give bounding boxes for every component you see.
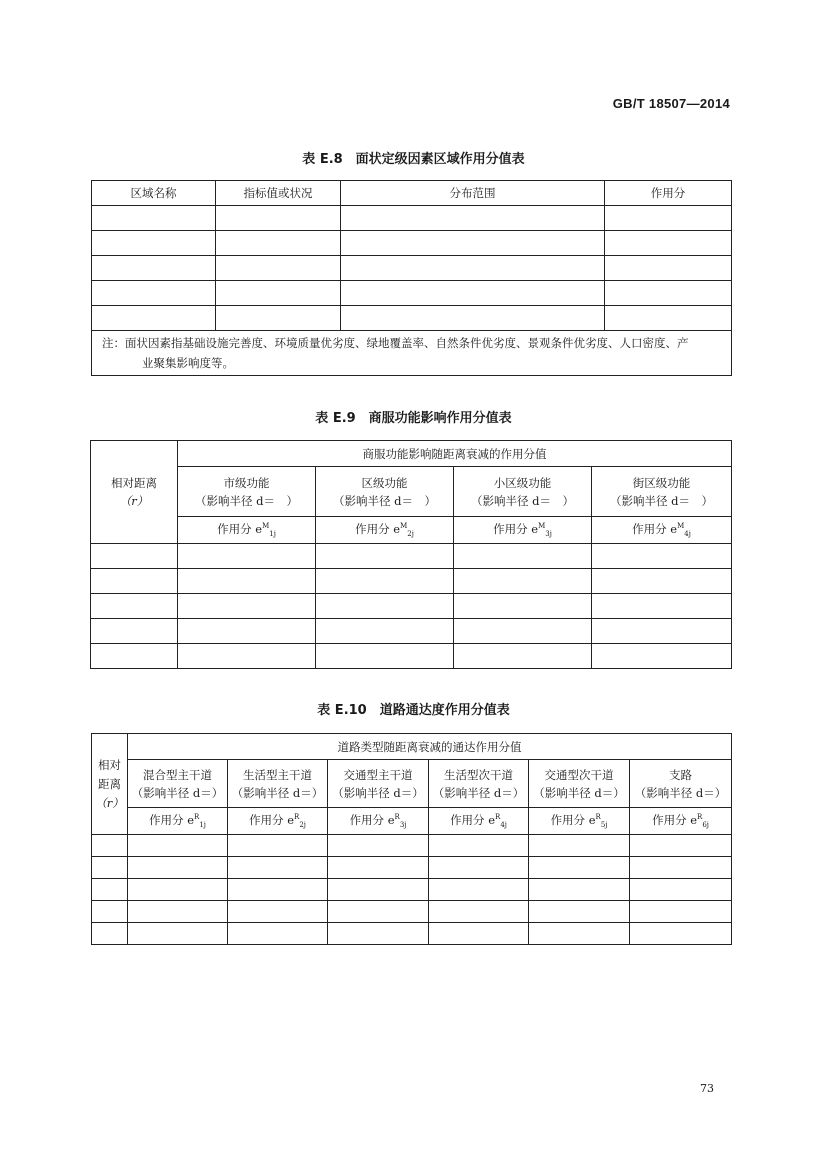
column-name: 交通型主干道 xyxy=(343,767,413,782)
table-row xyxy=(91,619,732,644)
header-cell: 区域名称 xyxy=(92,181,216,206)
table-header-row xyxy=(92,181,732,206)
row-header-label: 相对距离 xyxy=(111,476,157,491)
table-row xyxy=(91,544,732,569)
header-cell: 分布范围 xyxy=(341,181,605,206)
table-row xyxy=(92,281,732,306)
column-header-cell xyxy=(178,467,316,517)
table-row xyxy=(92,923,732,945)
column-name: 混合型主干道 xyxy=(143,767,212,782)
column-name: 街区级功能 xyxy=(632,475,691,490)
column-header-cell xyxy=(128,760,228,808)
score-header-cell: 作用分 $e^M_{2j}$ xyxy=(316,517,454,544)
page-number: 73 xyxy=(700,1082,714,1095)
score-header-cell: 作用分 $e^R_{2j}$ xyxy=(228,808,328,835)
table-e9-caption: 表 E.9 商服功能影响作用分值表 xyxy=(315,411,512,426)
table-row xyxy=(91,569,732,594)
column-header-cell xyxy=(328,760,429,808)
column-name: 市级功能 xyxy=(223,475,270,490)
table-e8 xyxy=(91,180,732,376)
table-row xyxy=(91,594,732,619)
column-name: 生活型次干道 xyxy=(444,767,513,782)
table-note-line: 业聚集影响度等。 xyxy=(142,356,234,370)
table-row xyxy=(92,206,732,231)
header-cell: 作用分 xyxy=(605,181,732,206)
column-header-cell xyxy=(592,467,732,517)
column-header-cell xyxy=(630,760,732,808)
row-header-label: 相对 xyxy=(98,757,121,772)
standard-code: GB/T 18507—2014 xyxy=(612,96,730,111)
column-radius: （影响半径 d＝ ） xyxy=(609,493,714,508)
score-header-cell: 作用分 $e^M_{3j}$ xyxy=(454,517,592,544)
column-header-cell xyxy=(228,760,328,808)
group-header-cell: 道路类型随距离衰减的通达作用分值 xyxy=(128,734,732,760)
score-header-cell: 作用分 $e^R_{6j}$ xyxy=(630,808,732,835)
group-header-cell: 商服功能影响随距离衰减的作用分值 xyxy=(178,441,732,467)
score-header-cell: 作用分 $e^M_{4j}$ xyxy=(592,517,732,544)
table-e9 xyxy=(90,440,732,669)
table-note-line: 注：面状因素指基础设施完善度、环境质量优劣度、绿地覆盖率、自然条件优劣度、景观条件优劣度、人口密度、产 xyxy=(102,336,689,350)
table-e8-caption: 表 E.8 面状定级因素区域作用分值表 xyxy=(302,152,525,167)
score-header-cell: 作用分 $e^M_{1j}$ xyxy=(178,517,316,544)
header-cell: 指标值或状况 xyxy=(216,181,341,206)
table-row xyxy=(92,879,732,901)
column-header-cell xyxy=(429,760,529,808)
column-radius: （影响半径 d＝） xyxy=(131,785,224,800)
table-row xyxy=(91,644,732,669)
column-radius: （影响半径 d＝） xyxy=(634,785,727,800)
table-row xyxy=(92,306,732,331)
score-header-cell: 作用分 $e^R_{5j}$ xyxy=(529,808,630,835)
column-radius: （影响半径 d＝ ） xyxy=(332,493,437,508)
column-radius: （影响半径 d＝） xyxy=(432,785,525,800)
score-header-cell: 作用分 $e^R_{4j}$ xyxy=(429,808,529,835)
column-name: 区级功能 xyxy=(361,475,408,490)
table-note-row xyxy=(92,331,732,376)
score-header-cell: 作用分 $e^R_{1j}$ xyxy=(128,808,228,835)
column-radius: （影响半径 d＝ ） xyxy=(194,493,299,508)
row-header-label: 距离 xyxy=(98,776,121,791)
row-header-cell xyxy=(91,441,178,544)
column-radius: （影响半径 d＝） xyxy=(533,785,625,800)
column-name: 生活型主干道 xyxy=(243,767,312,782)
column-header-cell xyxy=(454,467,592,517)
row-header-cell xyxy=(92,734,128,835)
column-name: 交通型次干道 xyxy=(544,767,614,782)
row-header-symbol: （r） xyxy=(95,795,124,810)
row-header-symbol: （r） xyxy=(119,494,149,509)
table-e10-caption: 表 E.10 道路通达度作用分值表 xyxy=(317,703,510,718)
column-header-cell xyxy=(529,760,630,808)
column-name: 支路 xyxy=(669,767,693,782)
table-row xyxy=(92,835,732,857)
table-row xyxy=(92,901,732,923)
column-header-cell xyxy=(316,467,454,517)
column-radius: （影响半径 d＝ ） xyxy=(470,493,575,508)
column-radius: （影响半径 d＝） xyxy=(332,785,424,800)
table-row xyxy=(92,231,732,256)
column-radius: （影响半径 d＝） xyxy=(231,785,324,800)
table-row xyxy=(92,256,732,281)
table-row xyxy=(92,857,732,879)
score-header-cell: 作用分 $e^R_{3j}$ xyxy=(328,808,429,835)
column-name: 小区级功能 xyxy=(493,475,552,490)
table-e10 xyxy=(91,733,732,945)
